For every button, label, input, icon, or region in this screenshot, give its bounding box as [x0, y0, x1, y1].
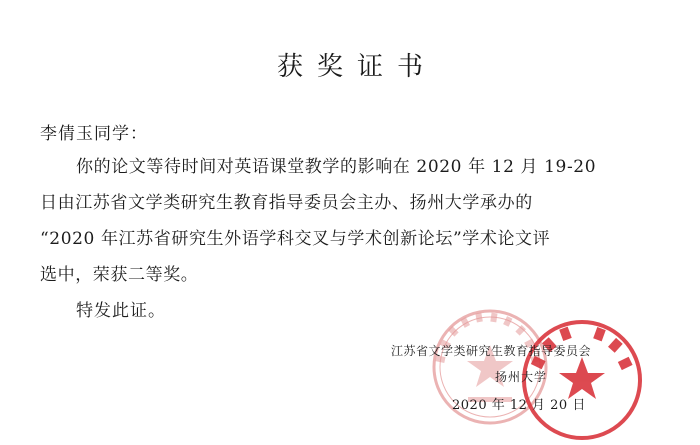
issue-date: 2020 年 12 月 20 日	[452, 398, 586, 413]
issuer-committee: 江苏省文学类研究生教育指导委员会	[391, 344, 592, 358]
body-line-1: 你的论文等待时间对英语课堂教学的影响在 2020 年 12 月 19-20	[76, 157, 597, 177]
body-line-4: 选中，荣获二等奖。	[40, 265, 199, 285]
body-line-3: “2020 年江苏省研究生外语学科交叉与学术创新论坛”学术论文评	[40, 229, 551, 249]
recipient-salutation: 李倩玉同学：	[40, 124, 148, 144]
body-line-2: 日由江苏省文学类研究生教育指导委员会主办、扬州大学承办的	[40, 193, 533, 213]
certificate-title: 获奖证书	[276, 52, 437, 82]
closing-statement: 特发此证。	[76, 301, 166, 321]
issuer-university: 扬州大学	[495, 370, 548, 384]
